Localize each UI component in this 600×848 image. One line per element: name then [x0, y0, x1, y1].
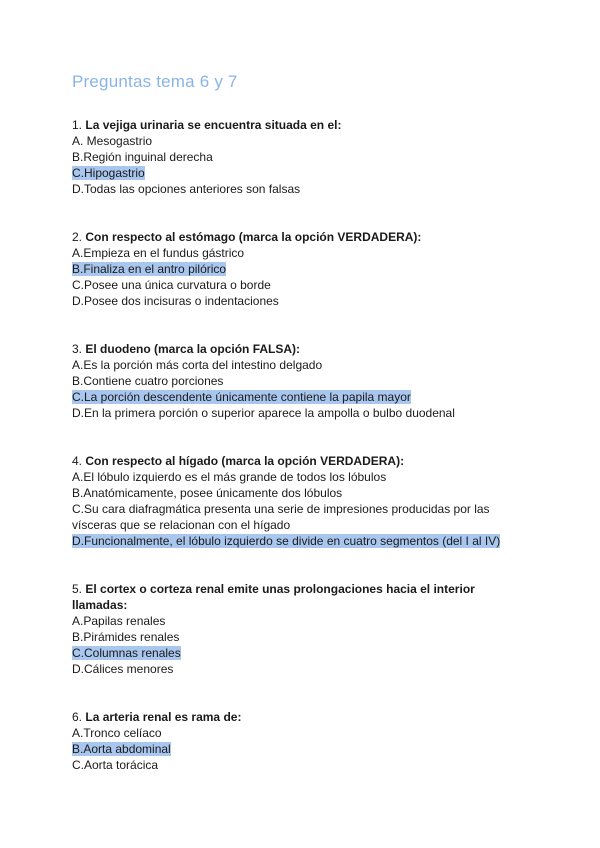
option-a: A.Papilas renales	[72, 614, 166, 628]
option-b: B.Pirámides renales	[72, 630, 180, 644]
option-d: D.Cálices menores	[72, 662, 174, 676]
option-c-highlighted: C.La porción descendente únicamente contiene la papila mayor	[72, 390, 411, 404]
question-text: La arteria renal es rama de:	[85, 710, 242, 724]
document-title: Preguntas tema 6 y 7	[72, 72, 238, 91]
question-number: 4.	[72, 454, 83, 468]
question-text: La vejiga urinaria se encuentra situada en el:	[85, 118, 342, 132]
option-b-highlighted: B.Aorta abdominal	[72, 742, 171, 756]
question-4	[72, 453, 532, 549]
question-number: 1.	[72, 118, 83, 132]
option-b: B.Región inguinal derecha	[72, 150, 213, 164]
question-text: Con respecto al hígado (marca la opción VERDADERA):	[85, 454, 405, 468]
option-d: D.Posee dos incisuras o indentaciones	[72, 294, 279, 308]
option-d-highlighted: D.Funcionalmente, el lóbulo izquierdo se divide en cuatro segmentos (del I al IV)	[72, 534, 501, 548]
question-text: El cortex o corteza renal emite unas prolongaciones hacia el interior llamadas:	[72, 582, 475, 612]
option-a: A.Empieza en el fundus gástrico	[72, 246, 245, 260]
question-2	[72, 229, 532, 309]
question-heading	[72, 709, 532, 725]
option-a: A.Es la porción más corta del intestino delgado	[72, 358, 323, 372]
question-heading	[72, 117, 532, 133]
question-3	[72, 341, 532, 421]
option-c: C.Aorta torácica	[72, 758, 159, 772]
option-a: A.El lóbulo izquierdo es el más grande de todos los lóbulos	[72, 470, 387, 484]
question-number: 2.	[72, 230, 83, 244]
question-6	[72, 709, 532, 773]
question-number: 5.	[72, 582, 83, 596]
option-c: C.Su cara diafragmática presenta una serie de impresiones producidas por las vísceras que se relacionan con el hígado	[72, 502, 490, 532]
question-heading	[72, 581, 532, 613]
option-b: B.Anatómicamente, posee únicamente dos lóbulos	[72, 486, 343, 500]
question-number: 6.	[72, 710, 83, 724]
option-b-highlighted: B.Finaliza en el antro pilórico	[72, 262, 227, 276]
question-heading	[72, 229, 532, 245]
question-number: 3.	[72, 342, 83, 356]
option-c: C.Posee una única curvatura o borde	[72, 278, 271, 292]
option-d: D.Todas las opciones anteriores son falsas	[72, 182, 301, 196]
option-c-highlighted: C.Hipogastrio	[72, 166, 145, 180]
question-text: El duodeno (marca la opción FALSA):	[85, 342, 301, 356]
question-heading	[72, 453, 532, 469]
option-b: B.Contiene cuatro porciones	[72, 374, 224, 388]
question-text: Con respecto al estómago (marca la opción VERDADERA):	[85, 230, 422, 244]
question-5	[72, 581, 532, 677]
option-c-highlighted: C.Columnas renales	[72, 646, 181, 660]
question-heading	[72, 341, 532, 357]
option-a: A.Tronco celíaco	[72, 726, 162, 740]
question-1	[72, 117, 532, 197]
option-d: D.En la primera porción o superior aparece la ampolla o bulbo duodenal	[72, 406, 455, 420]
option-a: A. Mesogastrio	[72, 134, 153, 148]
